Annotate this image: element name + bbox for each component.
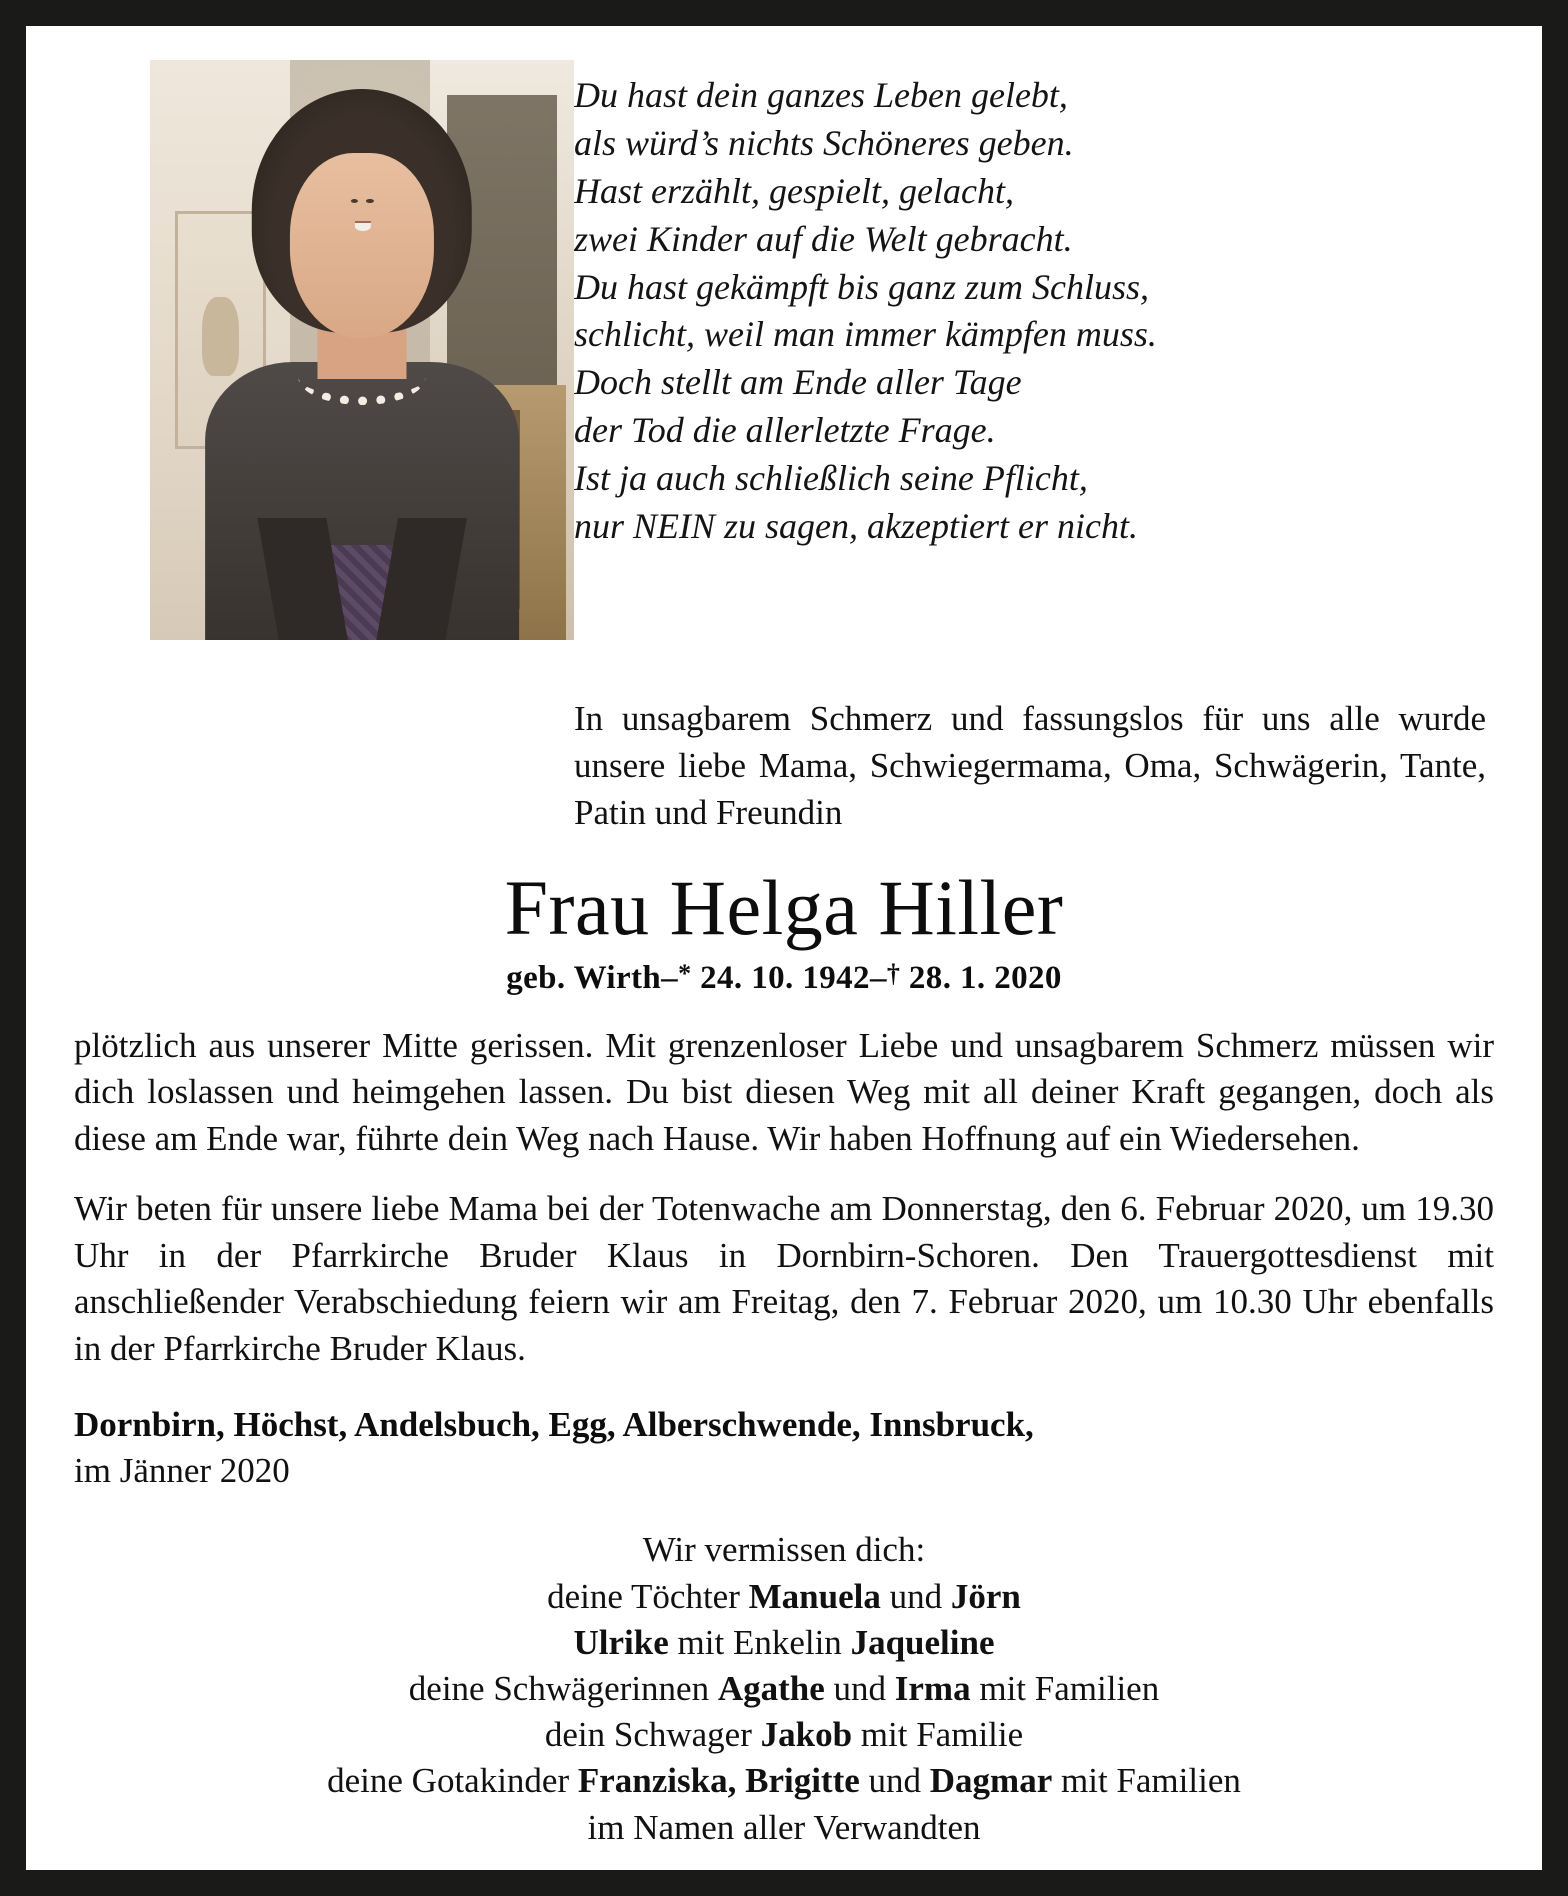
death-date: 28. 1. 2020 [908, 959, 1062, 996]
poem-line: Ist ja auch schließlich seine Pflicht, [574, 458, 1088, 498]
poem-line: Du hast dein ganzes Leben gelebt, [574, 75, 1068, 115]
poem-line: Hast erzählt, gespielt, gelacht, [574, 170, 1014, 211]
mourner-name: Jakob [760, 1715, 853, 1755]
mourners-block [74, 1527, 1494, 1850]
mourner-mid: und [824, 1668, 895, 1708]
mourner-name-2: Jaqueline [850, 1622, 995, 1662]
paragraph-two: Wir beten für unsere liebe Mama bei der Totenwache am Donnerstag, den 6. Februar 2020, um 19.30 Uhr in der Pfarrkirche Bruder Klaus in Dornbirn-Schoren. Den Trauergottesdienst mit anschließender Verabschiedung feiern wir am Freitag, den 7. Februar 2020, um 10.30 Uhr ebenfalls in der Pfarrkirche Bruder Klaus. [74, 1189, 1494, 1368]
mourners-closing: im Namen aller Verwandten [587, 1807, 981, 1847]
photo-eye-left [350, 199, 357, 203]
photo-smile [355, 221, 371, 230]
mourner-prefix: deine Schwägerinnen [408, 1668, 718, 1708]
photo-pearl-necklace [298, 350, 425, 405]
mourner-line [74, 1620, 1494, 1666]
maiden-name: geb. Wirth [506, 959, 662, 996]
mourners-heading: Wir vermissen dich: [642, 1530, 926, 1570]
mourner-name-2: Irma [894, 1668, 971, 1708]
poem-line: zwei Kinder auf die Welt gebracht. [574, 218, 1073, 259]
death-cross-icon: † [886, 958, 901, 988]
mourner-line [74, 1758, 1494, 1804]
portrait-container [74, 60, 574, 640]
intro-text: In unsagbarem Schmerz und fassungslos für uns alle wurde unsere liebe Mama, Schwiegermama, Oma, Schwägerin, Tante, Patin und Freundin [574, 699, 1486, 832]
mourner-name: Manuela [748, 1576, 881, 1616]
dash-separator-2: – [869, 959, 887, 996]
poem [574, 60, 1494, 551]
header-area [74, 60, 1494, 640]
places-line: Dornbirn, Höchst, Andelsbuch, Egg, Alberschwende, Innsbruck, [74, 1405, 1034, 1445]
mourner-prefix: deine Gotakinder [327, 1761, 578, 1801]
mourner-prefix: deine Töchter [547, 1576, 749, 1616]
mourner-name: Franziska, Brigitte [577, 1761, 860, 1801]
birth-death-line [74, 959, 1494, 997]
mourner-name: Agathe [717, 1668, 825, 1708]
poem-line: als würd’s nichts Schöneres geben. [574, 122, 1074, 163]
mourner-name: Ulrike [573, 1622, 669, 1662]
mourner-mid: und [859, 1761, 930, 1801]
month-line: im Jänner 2020 [74, 1450, 290, 1490]
paragraph-one: plötzlich aus unserer Mitte gerissen. Mit grenzenloser Liebe und unsagbarem Schmerz müssen wir dich loslassen und heimgehen lassen. Du bist diesen Weg mit all deiner Kraft gegangen, doch als diese am Ende war, führte dein Weg nach Hause. Wir haben Hoffnung auf ein Wiedersehen. [74, 1025, 1494, 1158]
mourner-mid: mit Enkelin [668, 1622, 851, 1662]
birth-date: 24. 10. 1942 [700, 959, 870, 996]
poem-line: nur NEIN zu sagen, akzeptiert er nicht. [574, 505, 1138, 546]
mourner-mid: mit Familie [852, 1715, 1024, 1755]
photo-eye-right [366, 199, 373, 203]
obituary-card [26, 26, 1542, 1870]
mourner-prefix: dein Schwager [544, 1715, 761, 1755]
poem-line: Doch stellt am Ende aller Tage [574, 362, 1022, 403]
mourner-name-2: Jörn [950, 1576, 1021, 1616]
photo-jacket-right [376, 518, 467, 640]
poem-line: schlicht, weil man immer kämpfen muss. [574, 314, 1157, 355]
birth-star-icon: * [678, 958, 692, 988]
poem-line: Du hast gekämpft bis ganz zum Schluss, [574, 266, 1149, 307]
mourner-name-2: Dagmar [929, 1761, 1053, 1801]
mourner-line [74, 1574, 1494, 1620]
mourner-line [74, 1666, 1494, 1712]
portrait-photo [150, 60, 574, 640]
mourner-mid: und [880, 1576, 951, 1616]
poem-line: der Tod die allerletzte Frage. [574, 410, 996, 451]
mourner-line [74, 1712, 1494, 1758]
deceased-name: Frau Helga Hiller [504, 863, 1064, 951]
mourner-suffix: mit Familien [970, 1668, 1160, 1708]
photo-jacket-left [257, 518, 348, 640]
dash-separator: – [661, 959, 679, 996]
mourner-suffix: mit Familien [1052, 1761, 1241, 1801]
photo-person-face [290, 153, 434, 339]
